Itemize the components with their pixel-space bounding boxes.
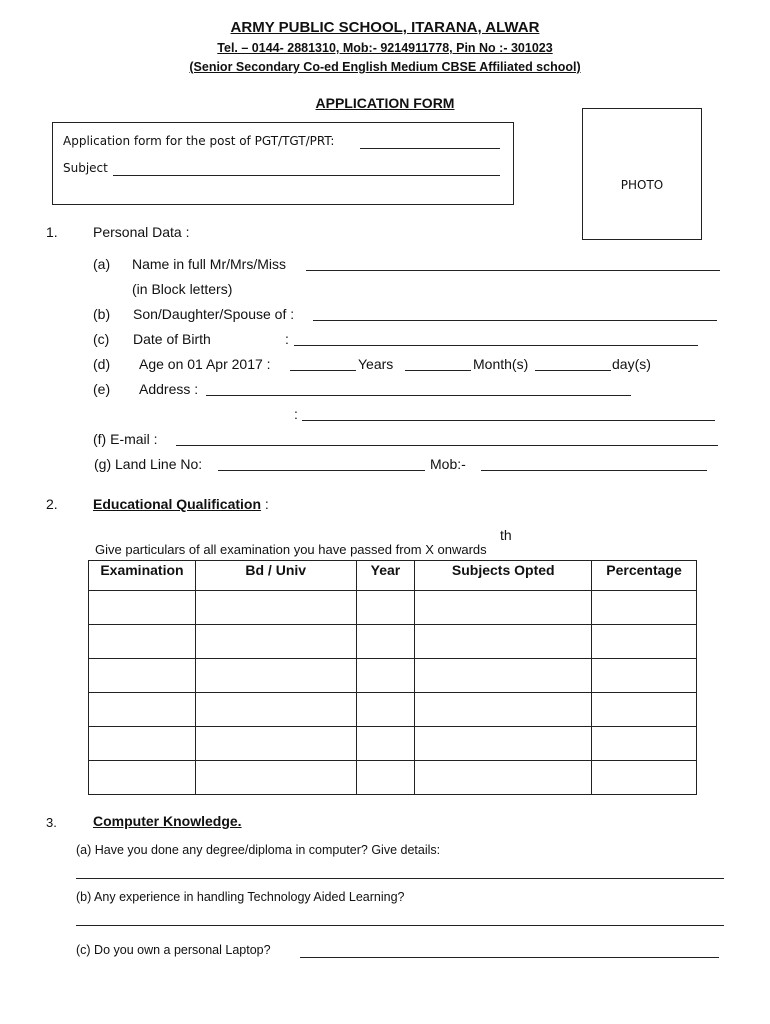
school-name: ARMY PUBLIC SCHOOL, ITARANA, ALWAR: [230, 19, 540, 36]
age-months-label: Month(s): [473, 356, 529, 372]
table-cell[interactable]: [592, 727, 697, 761]
item-d-marker: (d): [93, 356, 111, 372]
section3-title: Computer Knowledge.: [93, 813, 242, 829]
form-title: APPLICATION FORM: [315, 95, 455, 111]
table-cell[interactable]: [89, 727, 196, 761]
age-years-label: Years: [358, 356, 394, 372]
photo-box[interactable]: [582, 108, 702, 240]
table-cell[interactable]: [415, 625, 592, 659]
age-days-line[interactable]: [535, 370, 611, 371]
answer-c-line[interactable]: [300, 957, 719, 958]
exam-instruction: Give particulars of all examination you have passed from X onwards: [95, 542, 487, 557]
table-row: [89, 625, 697, 659]
item-e-marker: (e): [93, 381, 111, 397]
age-years-line[interactable]: [290, 370, 356, 371]
table-row: [89, 659, 697, 693]
item-c-marker: (c): [93, 331, 110, 347]
column-header-board: Bd / Univ: [195, 561, 356, 591]
mobile-label: Mob:-: [430, 456, 466, 472]
section2-title: Educational Qualification: [93, 496, 262, 512]
question-b: (b) Any experience in handling Technology Aided Learning?: [76, 890, 405, 904]
dob-colon: :: [285, 331, 289, 347]
name-input-line[interactable]: [306, 270, 720, 271]
table-cell[interactable]: [592, 625, 697, 659]
table-cell[interactable]: [89, 591, 196, 625]
table-row: [89, 693, 697, 727]
table-cell[interactable]: [195, 761, 356, 795]
block-letters-note: (in Block letters): [132, 281, 233, 297]
address-input-line-2[interactable]: [302, 420, 715, 421]
relation-input-line[interactable]: [313, 320, 717, 321]
table-cell[interactable]: [89, 659, 196, 693]
table-row: [89, 727, 697, 761]
affiliation-line: (Senior Secondary Co-ed English Medium CBSE Affiliated school): [189, 60, 581, 74]
table-cell[interactable]: [89, 761, 196, 795]
age-months-line[interactable]: [405, 370, 471, 371]
table-cell[interactable]: [356, 591, 415, 625]
section2-number: 2.: [46, 496, 58, 512]
question-c: (c) Do you own a personal Laptop?: [76, 943, 271, 957]
landline-label: (g) Land Line No:: [94, 456, 203, 472]
tenth-superscript: th: [500, 527, 512, 543]
table-cell[interactable]: [592, 693, 697, 727]
section2-title-suffix: :: [261, 496, 269, 512]
table-cell[interactable]: [415, 659, 592, 693]
landline-input-line[interactable]: [218, 470, 425, 471]
item-b-marker: (b): [93, 306, 111, 322]
table-cell[interactable]: [592, 761, 697, 795]
table-cell[interactable]: [89, 693, 196, 727]
table-cell[interactable]: [356, 659, 415, 693]
table-cell[interactable]: [195, 591, 356, 625]
section3-number: 3.: [46, 815, 57, 830]
post-label: Application form for the post of PGT/TGT/PRT:: [63, 134, 335, 148]
table-cell[interactable]: [195, 693, 356, 727]
column-header-percentage: Percentage: [592, 561, 697, 591]
education-table: [88, 560, 697, 795]
photo-label: PHOTO: [620, 178, 664, 192]
dob-label: Date of Birth: [133, 331, 211, 347]
contact-line: Tel. – 0144- 2881310, Mob:- 9214911778, Pin No :- 301023: [217, 41, 553, 55]
email-label: (f) E-mail :: [93, 431, 158, 447]
column-header-subjects: Subjects Opted: [415, 561, 592, 591]
table-cell[interactable]: [356, 727, 415, 761]
table-header-row: [89, 561, 697, 591]
dob-input-line[interactable]: [294, 345, 698, 346]
address-colon: :: [294, 406, 298, 422]
table-cell[interactable]: [415, 761, 592, 795]
table-cell[interactable]: [415, 591, 592, 625]
age-days-label: day(s): [612, 356, 651, 372]
table-cell[interactable]: [415, 693, 592, 727]
table-cell[interactable]: [195, 659, 356, 693]
section2-heading: [93, 496, 269, 512]
section1-title: Personal Data :: [93, 224, 190, 240]
table-cell[interactable]: [356, 761, 415, 795]
table-cell[interactable]: [195, 625, 356, 659]
table-row: [89, 761, 697, 795]
post-input-line[interactable]: [360, 148, 500, 149]
table-cell[interactable]: [89, 625, 196, 659]
section1-number: 1.: [46, 224, 58, 240]
table-cell[interactable]: [592, 591, 697, 625]
email-input-line[interactable]: [176, 445, 718, 446]
subject-label: Subject: [63, 161, 108, 175]
column-header-year: Year: [356, 561, 415, 591]
item-a-marker: (a): [93, 256, 111, 272]
answer-b-line[interactable]: [76, 925, 724, 926]
address-input-line-1[interactable]: [206, 395, 631, 396]
table-cell[interactable]: [592, 659, 697, 693]
table-cell[interactable]: [195, 727, 356, 761]
column-header-examination: Examination: [89, 561, 196, 591]
question-a: (a) Have you done any degree/diploma in computer? Give details:: [76, 843, 441, 857]
table-cell[interactable]: [415, 727, 592, 761]
age-label: Age on 01 Apr 2017 :: [139, 356, 271, 372]
table-cell[interactable]: [356, 625, 415, 659]
address-label: Address :: [139, 381, 199, 397]
mobile-input-line[interactable]: [481, 470, 707, 471]
subject-input-line[interactable]: [113, 175, 500, 176]
relation-label: Son/Daughter/Spouse of :: [133, 306, 295, 322]
name-label: Name in full Mr/Mrs/Miss: [132, 256, 287, 272]
answer-a-line[interactable]: [76, 878, 724, 879]
table-cell[interactable]: [356, 693, 415, 727]
table-row: [89, 591, 697, 625]
